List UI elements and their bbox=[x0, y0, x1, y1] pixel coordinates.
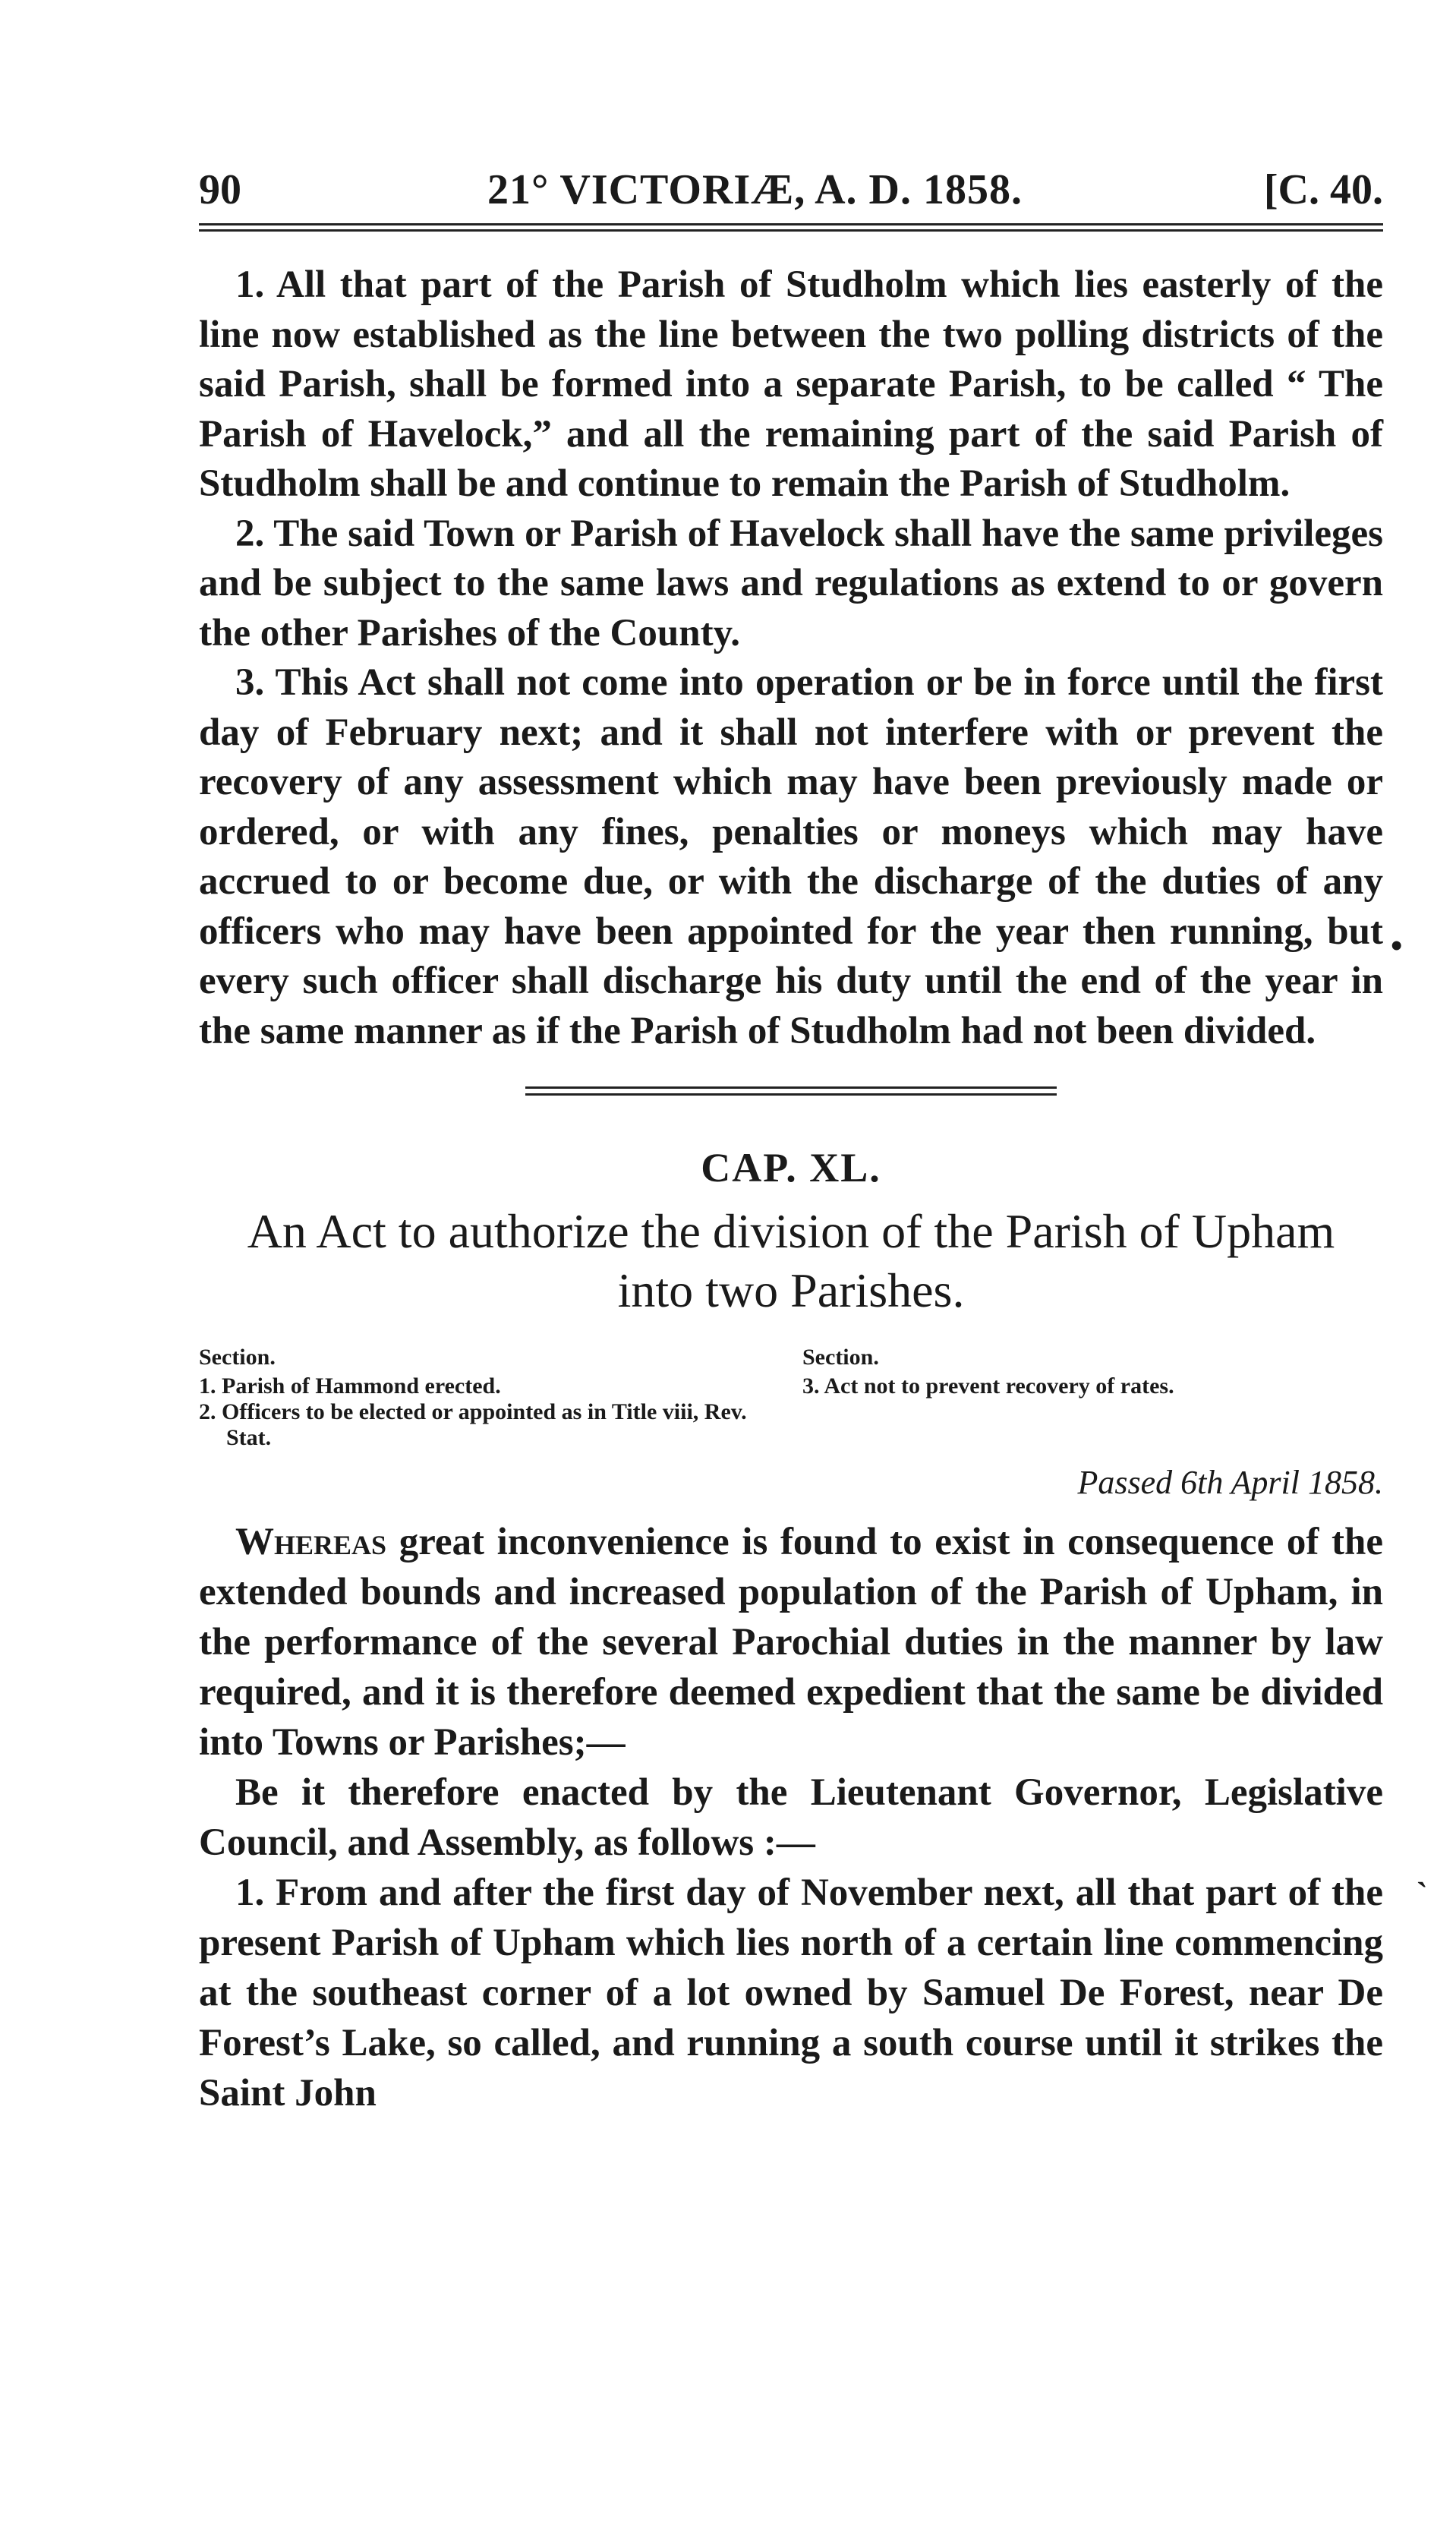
whereas-lead: Whereas bbox=[235, 1521, 387, 1563]
act-title: An Act to authorize the division of the Parish of Upham into two Parishes. bbox=[247, 1204, 1335, 1317]
section-summary-item: 3. Act not to prevent recovery of rates. bbox=[802, 1373, 1174, 1399]
section-summary-item: 2. Officers to be elected or appointed as in Title viii, Rev. Stat. bbox=[199, 1399, 747, 1450]
running-title: 21° VICTORIÆ, A. D. 1858. bbox=[487, 166, 1023, 213]
page-header bbox=[199, 152, 1383, 220]
act-separator-rule bbox=[525, 1086, 1057, 1096]
section-summary-item: 1. Parish of Hammond erected. bbox=[199, 1373, 501, 1399]
enacting-clause: Be it therefore enacted by the Lieutenant Governor, Legislative Council, and Assembly, as follows :— bbox=[199, 1771, 1383, 1864]
section-summary-right bbox=[780, 1345, 1383, 1451]
book-page bbox=[199, 152, 1383, 2118]
whereas-text: great inconvenience is found to exist in consequence of the extended bounds and increased population of the Parish of Upham, in the performance of the several Parochial duties in the manner by law required, and it is therefore deemed expedient that the same be divided into Towns or Parishes;— bbox=[199, 1521, 1383, 1764]
passed-date: Passed 6th April 1858. bbox=[1077, 1464, 1383, 1501]
section-paragraph-2: 2. The said Town or Parish of Havelock shall have the same privileges and be subject to the same laws and regulations as extend to or govern the other Parishes of the County. bbox=[199, 512, 1383, 654]
chapter-heading: CAP. XL. bbox=[701, 1145, 881, 1190]
section-1-paragraph: 1. From and after the first day of November next, all that part of the present Parish of Upham which lies north of a certain line commencing at the southeast corner of a lot owned by Samuel De Forest, near De Forest’s Lake, so called, and running a south course until it strikes the Saint John bbox=[199, 1872, 1383, 2114]
section-paragraph-3: 3. This Act shall not come into operation or be in force until the first day of February next; and it shall not interfere with or prevent the recovery of any assessment which may have been previously made or ordered, or with any fines, penalties or moneys which may have accrued to or become due, or with the discharge of the duties of any officers who may have been appointed for the year then running, but every such officer shall discharge his duty until the end of the year in the same manner as if the Parish of Studholm had not been divided. bbox=[199, 661, 1383, 1052]
section-summary bbox=[199, 1345, 1383, 1451]
new-act-text bbox=[199, 1517, 1383, 2118]
margin-bullet-mark: • bbox=[1391, 927, 1403, 964]
previous-act-text bbox=[199, 260, 1383, 1056]
chapter-reference: [C. 40. bbox=[1263, 166, 1383, 213]
section-summary-left bbox=[199, 1345, 780, 1451]
page-number: 90 bbox=[199, 166, 241, 213]
margin-tick-mark: ` bbox=[1417, 1876, 1428, 1913]
section-paragraph-1: 1. All that part of the Parish of Studholm which lies easterly of the line now established as the line between the two polling districts of the said Parish, shall be formed into a separate Parish, to be called “ The Parish of Havelock,” and all the remaining part of the said Parish of Studholm shall be and continue to remain the Parish of Studholm. bbox=[199, 263, 1383, 505]
header-rule bbox=[199, 223, 1383, 232]
whereas-paragraph bbox=[199, 1517, 1383, 1768]
section-heading: Section. bbox=[802, 1345, 879, 1370]
section-heading: Section. bbox=[199, 1345, 276, 1370]
